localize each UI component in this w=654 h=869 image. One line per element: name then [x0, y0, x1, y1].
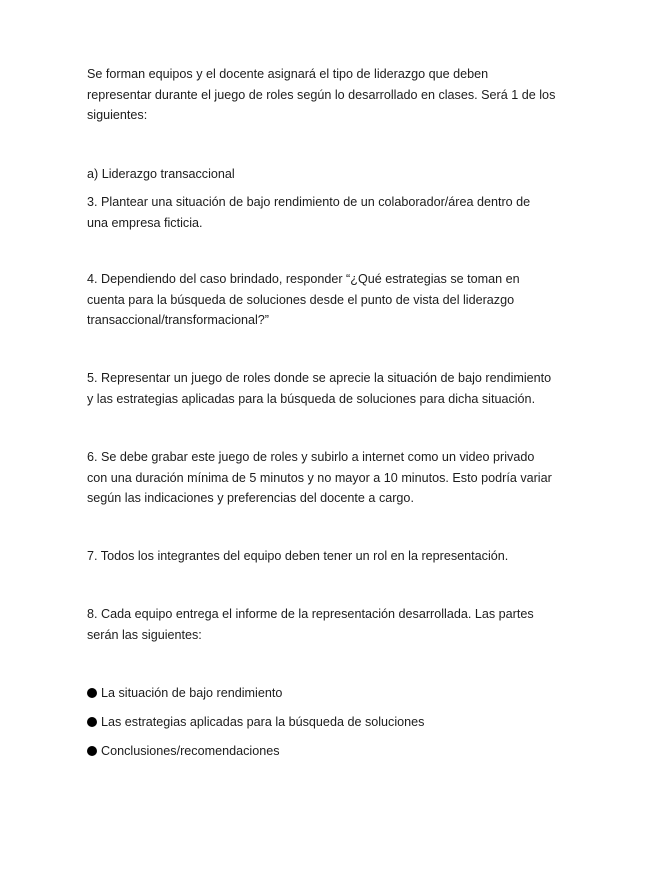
- item-6: 6. Se debe grabar este juego de roles y subirlo a internet como un video privado con una duración mínima de 5 minutos y no mayor a 10 minutos. Esto podría variar según las indicaciones y preferencias del docente a cargo.: [87, 450, 552, 505]
- item-7: 7. Todos los integrantes del equipo deben tener un rol en la representación.: [87, 549, 509, 563]
- item-3: 3. Plantear una situación de bajo rendimiento de un colaborador/área dentro de una empresa ficticia.: [87, 195, 531, 230]
- bullet-dot-icon: [87, 688, 97, 698]
- bullet-item-3: [87, 741, 607, 761]
- option-a: a) Liderazgo transaccional: [87, 167, 235, 181]
- bullet-text: Conclusiones/recomendaciones: [101, 744, 280, 758]
- item-4: 4. Dependiendo del caso brindado, responder “¿Qué estrategias se toman en cuenta para la búsqueda de soluciones desde el punto de vista del liderazgo transaccional/transformacional?”: [87, 272, 520, 327]
- bullet-item-2: [87, 712, 607, 732]
- bullet-item-1: [87, 683, 607, 703]
- item-5: 5. Representar un juego de roles donde se aprecie la situación de bajo rendimiento y las estrategias aplicadas para la búsqueda de soluciones para dicha situación.: [87, 371, 552, 406]
- item-8: 8. Cada equipo entrega el informe de la representación desarrollada. Las partes serán las siguientes:: [87, 607, 534, 642]
- bullet-dot-icon: [87, 746, 97, 756]
- bullet-text: Las estrategias aplicadas para la búsqueda de soluciones: [101, 715, 425, 729]
- bullet-text: La situación de bajo rendimiento: [101, 686, 283, 700]
- bullet-dot-icon: [87, 717, 97, 727]
- intro-paragraph: Se forman equipos y el docente asignará el tipo de liderazgo que deben representar durante el juego de roles según lo desarrollado en clases. Será 1 de los siguientes:: [87, 67, 556, 122]
